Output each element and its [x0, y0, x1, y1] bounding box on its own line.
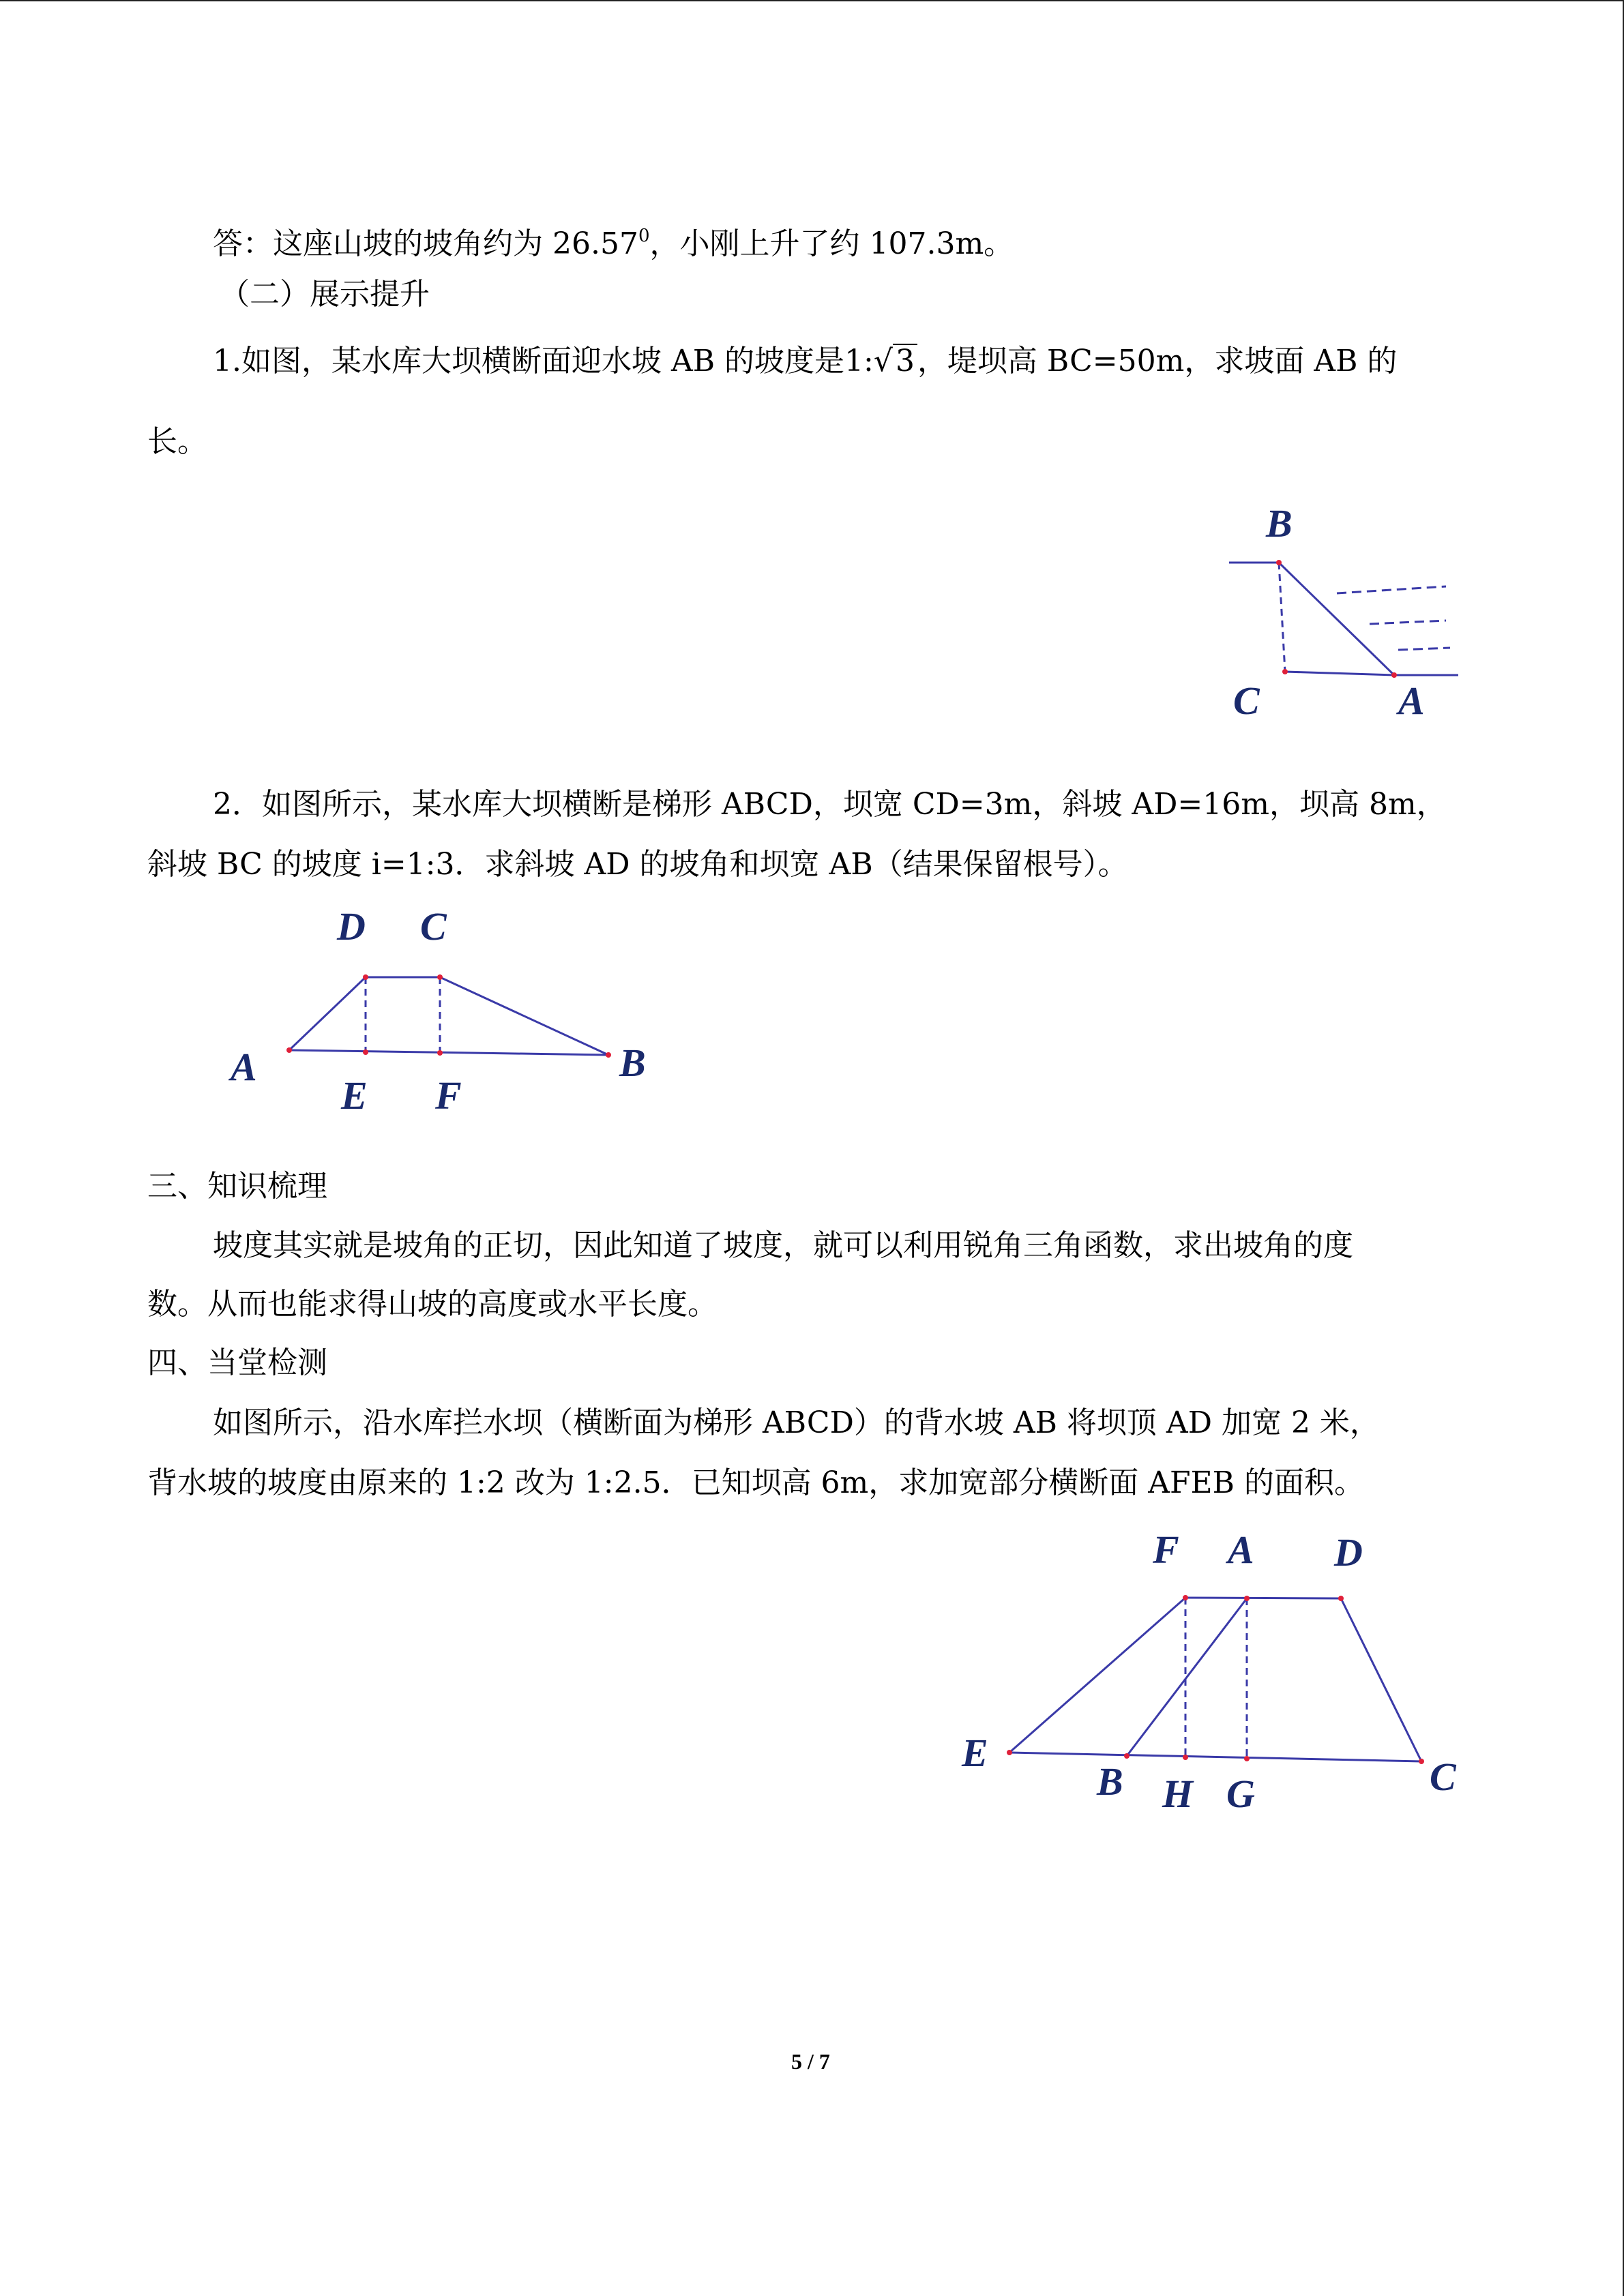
label-a: A: [1398, 679, 1425, 723]
label-a: A: [1228, 1527, 1254, 1572]
point-e: [1007, 1750, 1012, 1755]
label-d: D: [337, 907, 366, 949]
height-bc: [1279, 563, 1285, 672]
figure-2-trapezoid: [218, 907, 668, 1125]
label-d: D: [1334, 1530, 1363, 1575]
point-a: [1391, 672, 1397, 678]
water-line-3: [1398, 648, 1450, 650]
label-h: H: [1162, 1772, 1194, 1816]
point-a: [1244, 1596, 1250, 1601]
label-b: B: [1097, 1759, 1123, 1804]
problem-1-line-1: [213, 341, 1397, 382]
base-ca: [1285, 672, 1394, 675]
label-c: C: [1233, 679, 1260, 723]
side-cb: [440, 977, 608, 1055]
figure-1-dam: [1214, 494, 1473, 726]
slope-ba: [1127, 1598, 1247, 1756]
section-4-line-1: 如图所示，沿水库拦水坝（横断面为梯形 ABCD）的背水坡 AB 将坝顶 AD 加宽 2 米，: [213, 1405, 1380, 1440]
point-b: [1124, 1753, 1130, 1759]
section-4-heading: 四、当堂检测: [147, 1345, 327, 1380]
figure-3-widened-dam: [948, 1527, 1487, 1828]
point-d: [1338, 1596, 1344, 1601]
point-f: [1183, 1595, 1188, 1600]
problem-2-line-2: 斜坡 BC 的坡度 i=1:3．求斜坡 AD 的坡角和坝宽 AB（结果保留根号）。: [147, 847, 1128, 882]
side-ad: [289, 977, 366, 1050]
problem-1-line-2: 长。: [147, 424, 207, 459]
point-f: [437, 1050, 443, 1056]
label-e: E: [962, 1731, 988, 1775]
sqrt-expression: √3: [874, 341, 917, 382]
degree-superscript: 0: [638, 226, 650, 246]
problem-2-line-1: 2．如图所示，某水库大坝横断是梯形 ABCD，坝宽 CD=3m，斜坡 AD=16m，坝高 8m，: [213, 787, 1447, 822]
point-b: [606, 1052, 611, 1058]
page-number: 5 / 7: [791, 2049, 830, 2074]
slope-ratio: 1:: [844, 344, 874, 378]
section-2-heading: （二）展示提升: [220, 277, 430, 312]
label-c: C: [1430, 1755, 1456, 1799]
section-3-line-2: 数。从而也能求得山坡的高度或水平长度。: [147, 1287, 718, 1322]
point-d: [363, 974, 368, 980]
point-b: [1276, 560, 1282, 565]
slope-ef: [1009, 1598, 1185, 1753]
point-a: [286, 1047, 292, 1053]
label-b: B: [1266, 501, 1293, 546]
label-f: F: [435, 1073, 462, 1118]
water-line-2: [1370, 621, 1446, 624]
section-4-line-2: 背水坡的坡度由原来的 1:2 改为 1:2.5．已知坝高 6m，求加宽部分横断面 AFEB 的面积。: [147, 1465, 1364, 1500]
point-h: [1183, 1755, 1188, 1760]
answer-prefix: 答：这座山坡的坡角约为 26.57: [213, 226, 638, 261]
label-b: B: [619, 1041, 646, 1085]
answer-line: [213, 215, 1014, 265]
section-3-line-1: 坡度其实就是坡角的正切，因此知道了坡度，就可以利用锐角三角函数，求出坡角的度: [213, 1228, 1353, 1263]
label-c: C: [420, 907, 447, 949]
problem-1-text-a: 1.如图，某水库大坝横断面迎水坡 AB 的坡度是: [213, 344, 845, 378]
answer-suffix: ，小刚上升了约 107.3m。: [649, 226, 1014, 261]
label-g: G: [1226, 1772, 1255, 1816]
point-c: [437, 974, 443, 980]
label-e: E: [341, 1073, 368, 1118]
section-3-heading: 三、知识梳理: [147, 1169, 327, 1204]
point-c: [1282, 669, 1288, 674]
point-g: [1244, 1756, 1250, 1761]
water-line-1: [1337, 586, 1446, 593]
label-a: A: [231, 1045, 257, 1089]
sqrt-radicand: 3: [893, 344, 917, 378]
label-f: F: [1153, 1527, 1179, 1572]
slope-ab: [1279, 563, 1394, 675]
base-ab: [289, 1050, 608, 1055]
point-e: [363, 1049, 368, 1055]
base-ec: [1009, 1753, 1421, 1761]
side-dc: [1341, 1598, 1421, 1761]
point-c: [1419, 1759, 1424, 1764]
problem-1-text-b: ，堤坝高 BC=50m，求坡面 AB 的: [917, 344, 1398, 378]
